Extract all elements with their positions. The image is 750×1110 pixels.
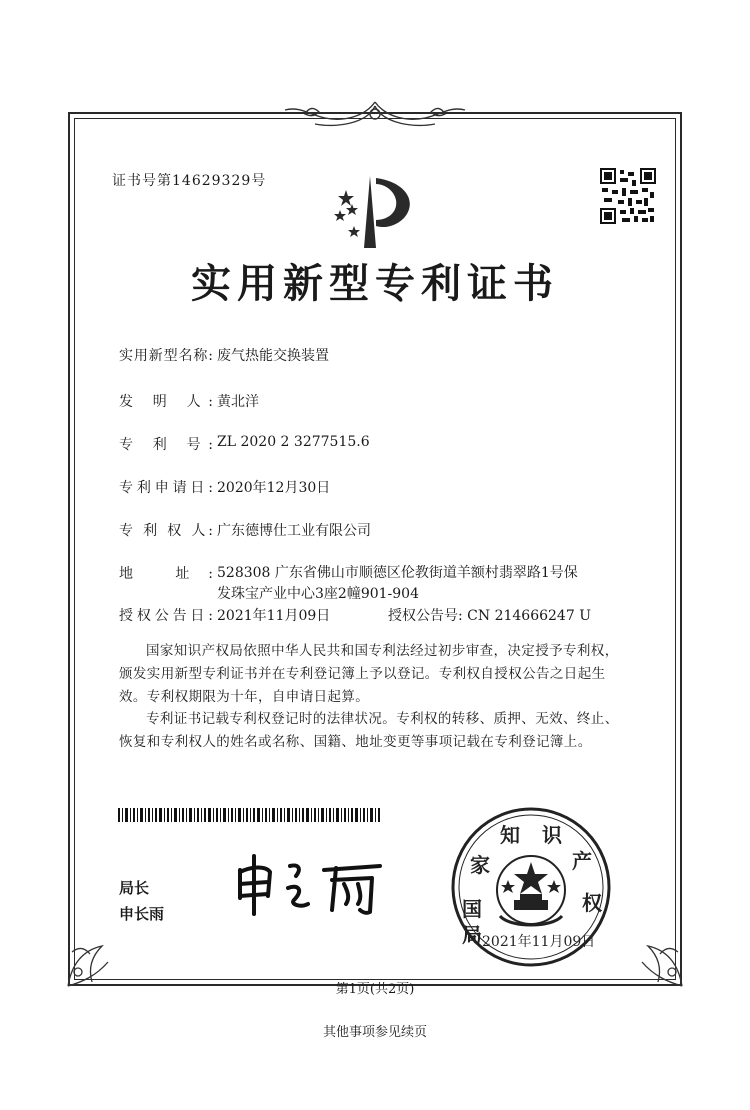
field-application-date xyxy=(119,477,330,497)
page-indicator: 第1页(共2页) xyxy=(335,982,415,997)
svg-text:知: 知 xyxy=(500,823,520,847)
barcode-icon xyxy=(118,808,380,822)
svg-text:国: 国 xyxy=(462,897,482,921)
field-value: 废气热能交换装置 xyxy=(217,348,329,364)
field-grant-number xyxy=(388,605,591,625)
field-inventor xyxy=(119,391,259,411)
qr-code-icon xyxy=(600,168,656,224)
field-address xyxy=(119,563,589,605)
paragraph-legal-status: 专利证书记载专利权登记时的法律状况。专利权的转移、质押、无效、终止、恢复和专利权人的姓名或名称、国籍、地址变更等事项记载在专利登记簿上。 xyxy=(119,711,619,750)
svg-text:局: 局 xyxy=(462,923,482,947)
paragraph-grant-statement: 国家知识产权局依照中华人民共和国专利法经过初步审查，决定授予专利权，颁发实用新型专利证书并在专利登记簿上予以登记。专利权自授权公告之日起生效。专利权期限为十年，自申请日起算。 xyxy=(119,643,619,705)
field-value: CN 214666247 U xyxy=(467,608,591,624)
svg-text:识: 识 xyxy=(542,823,562,847)
cnipa-logo-icon xyxy=(326,168,426,252)
top-ornament-icon xyxy=(275,96,475,132)
field-value: 广东德博仕工业有限公司 xyxy=(217,523,371,539)
field-utility-model-name xyxy=(119,345,329,365)
director-title: 局长 xyxy=(119,879,150,897)
field-value: ZL 2020 2 3277515.6 xyxy=(217,434,370,450)
certificate-number: 证书号第14629329号 xyxy=(112,173,267,189)
svg-text:产: 产 xyxy=(572,849,592,873)
footer-note: 其他事项参见续页 xyxy=(322,1025,427,1040)
field-patent-number xyxy=(119,434,370,454)
field-label: 专 利 号: xyxy=(119,437,213,453)
field-label: 专利申请日: xyxy=(119,480,213,496)
field-patentee xyxy=(119,520,371,540)
field-label: 实用新型名称: xyxy=(119,348,213,364)
field-label: 地 址: xyxy=(119,566,213,582)
seal-date: 2021年11月09日 xyxy=(482,934,596,950)
svg-text:权: 权 xyxy=(582,891,602,915)
svg-text:家: 家 xyxy=(470,853,490,877)
field-value: 黄北洋 xyxy=(217,394,259,410)
director-name: 申长雨 xyxy=(119,905,165,923)
field-label: 授权公告号: xyxy=(388,608,463,624)
field-value: 528308 广东省佛山市顺德区伦教街道羊额村翡翠路1号保发珠宝产业中心3座2幢901-904 xyxy=(217,565,578,602)
field-label: 发 明 人: xyxy=(119,394,213,410)
field-grant-date xyxy=(119,605,330,625)
field-label: 授权公告日: xyxy=(119,608,213,624)
field-value: 2021年11月09日 xyxy=(217,608,331,624)
certificate-title: 实用新型专利证书 xyxy=(191,261,559,307)
field-label: 专 利 权 人: xyxy=(119,523,213,539)
field-value: 2020年12月30日 xyxy=(217,480,331,496)
director-signature xyxy=(232,848,392,920)
